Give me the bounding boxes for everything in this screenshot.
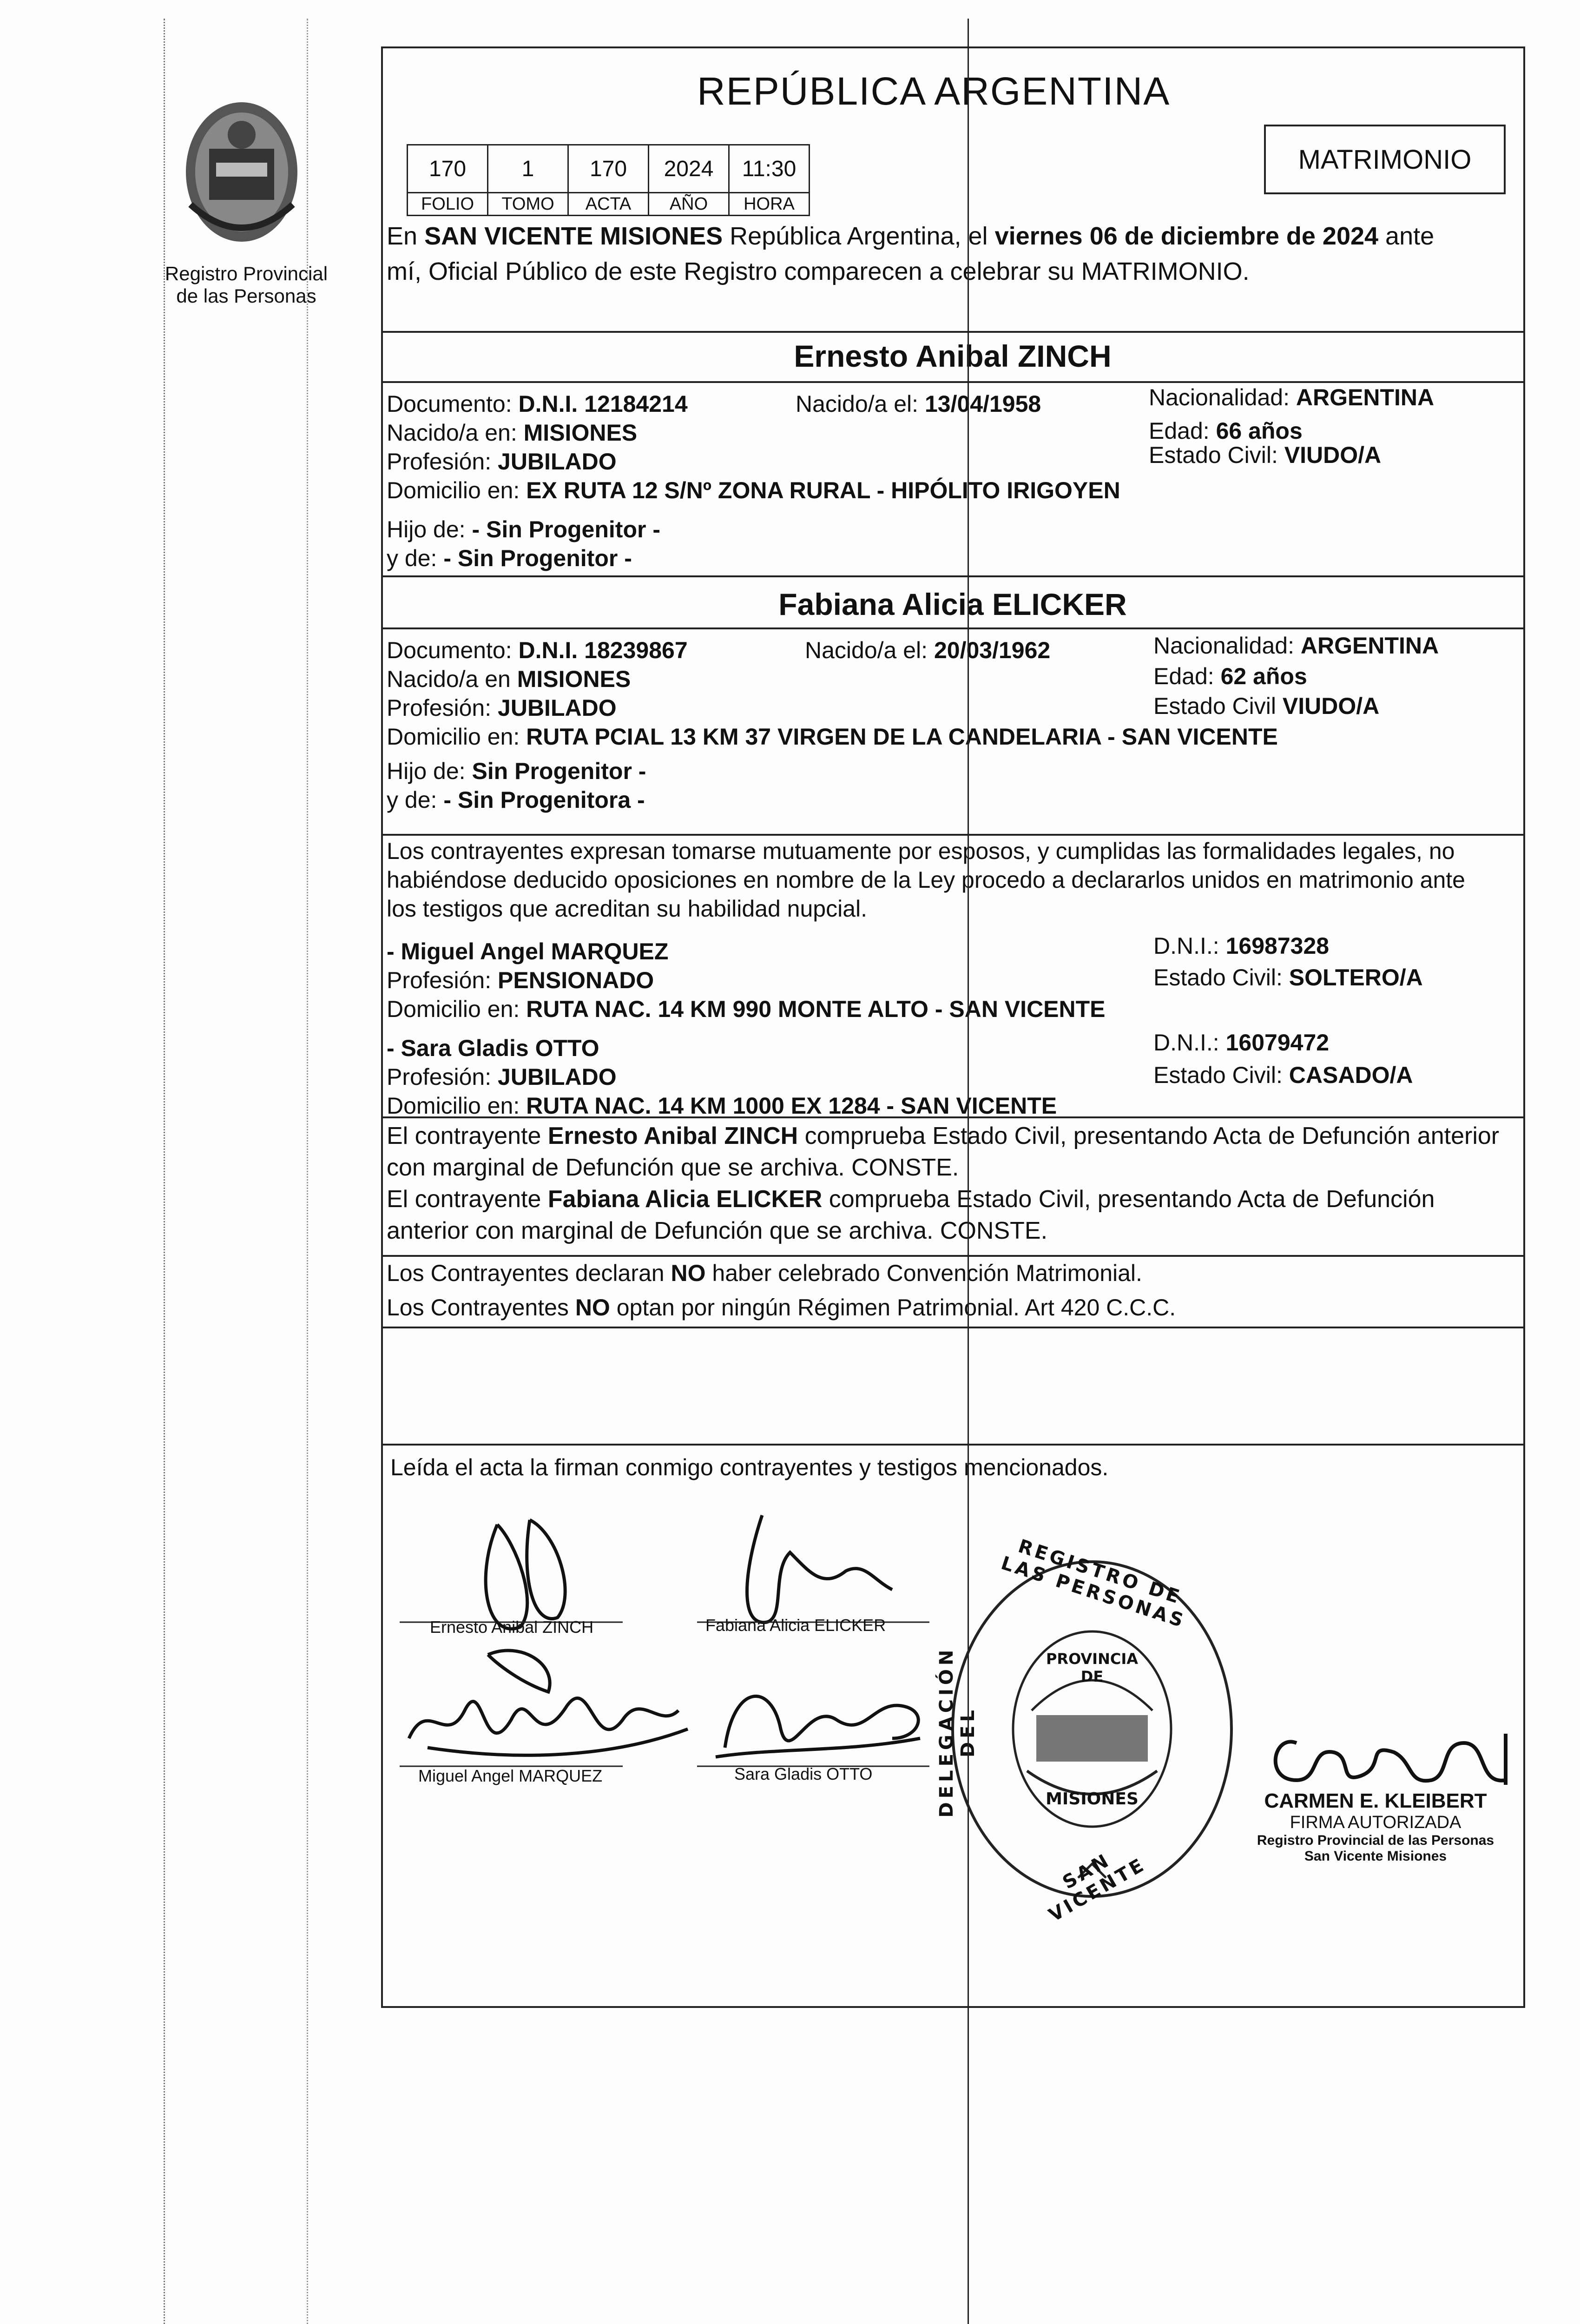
regime1-prefix: Los Contrayentes declaran <box>387 1260 665 1286</box>
left-margin-dots <box>164 19 165 2324</box>
tomo-label: TOMO <box>488 193 568 216</box>
spouse1-and-value: - Sin Progenitor - <box>443 545 632 571</box>
signature-sara-scribble <box>716 1696 920 1757</box>
delegation-stamp <box>936 1535 1241 1926</box>
hour-label: HORA <box>729 193 810 216</box>
witness1-dni-label: D.N.I.: <box>1153 933 1219 959</box>
witness2-name: - Sara Gladis OTTO <box>387 1035 599 1061</box>
regime-block <box>387 1259 1521 1322</box>
spouse2-born-value: 20/03/1962 <box>934 637 1051 663</box>
spouse2-son-of-value: Sin Progenitor - <box>472 758 646 784</box>
spouse2-and-value: - Sin Progenitora - <box>443 787 645 813</box>
spouse2-details <box>387 633 1521 814</box>
witness2-addr-label: Domicilio en: <box>387 1093 520 1119</box>
intro-place: SAN VICENTE MISIONES <box>424 222 723 250</box>
tomo-value: 1 <box>488 145 568 193</box>
regime2-text: optan por ningún Régimen Patrimonial. Art 420 C.C.C. <box>616 1294 1176 1320</box>
intro-text-3: ante <box>1378 222 1435 250</box>
spouse2-civil-value: VIUDO/A <box>1282 693 1380 719</box>
province-shield-icon <box>172 93 311 260</box>
spouse1-prof-value: JUBILADO <box>498 449 617 475</box>
reference-table <box>407 144 810 216</box>
intro-text-1: En <box>387 222 418 250</box>
officer-block <box>1227 1789 1524 1864</box>
note2-text: comprueba Estado Civil, presentando Acta de Defunción <box>829 1186 1435 1213</box>
spouse1-born-label: Nacido/a el: <box>796 391 919 417</box>
witness1-civil-value: SOLTERO/A <box>1289 964 1423 990</box>
hour-value: 11:30 <box>729 145 810 193</box>
spouse1-nat-label: Nacionalidad: <box>1149 384 1290 410</box>
spouse1-age-value: 66 años <box>1216 418 1303 444</box>
witness2-civil-label: Estado Civil: <box>1153 1062 1283 1088</box>
spouse1-birthplace-value: MISIONES <box>523 420 638 446</box>
year-label: AÑO <box>649 193 729 216</box>
province-seal-logo <box>172 93 311 260</box>
spouse2-nat-value: ARGENTINA <box>1300 633 1439 659</box>
registry-caption-line2: de las Personas <box>176 285 316 307</box>
spouse2-addr-label: Domicilio en: <box>387 724 520 750</box>
civil-status-notes <box>387 1120 1521 1247</box>
signature-label-2: Fabiana Alicia ELICKER <box>705 1616 886 1635</box>
spouse2-nat-label: Nacionalidad: <box>1153 633 1294 659</box>
witness2-prof-value: JUBILADO <box>498 1064 617 1090</box>
note1-name: Ernesto Anibal ZINCH <box>547 1122 798 1149</box>
spouse2-name: Fabiana Alicia ELICKER <box>778 587 1127 621</box>
signature-label-3: Miguel Angel MARQUEZ <box>418 1766 603 1785</box>
stamp-left-text: DELEGACIÓN DEL <box>936 1646 979 1818</box>
spouse1-doc-label: Documento: <box>387 391 512 417</box>
registry-caption <box>153 263 339 307</box>
acta-value: 170 <box>568 145 649 193</box>
regime2-no: NO <box>575 1294 610 1320</box>
witness1-prof-value: PENSIONADO <box>498 967 654 993</box>
note1-line-2: con marginal de Defunción que se archiva. CONSTE. <box>387 1154 959 1181</box>
spouse2-birthplace-value: MISIONES <box>517 666 631 692</box>
spouse1-name: Ernesto Anibal ZINCH <box>794 339 1112 373</box>
folio-label: FOLIO <box>408 193 488 216</box>
spouse2-age-value: 62 años <box>1220 663 1307 689</box>
regime1-no: NO <box>671 1260 706 1286</box>
witness1-addr-value: RUTA NAC. 14 KM 990 MONTE ALTO - SAN VICENTE <box>526 996 1106 1022</box>
spouse2-son-of-label: Hijo de: <box>387 758 466 784</box>
declaration-line-2: habiéndose deducido oposiciones en nombre de la Ley procedo a declararlos unidos en matrimonio ante <box>387 867 1465 893</box>
regime2-prefix: Los Contrayentes <box>387 1294 569 1320</box>
note1-text: comprueba Estado Civil, presentando Acta de Defunción anterior <box>804 1122 1500 1149</box>
witness2-dni-value: 16079472 <box>1225 1030 1330 1056</box>
intro-line-2: mí, Oficial Público de este Registro comparecen a celebrar su MATRIMONIO. <box>387 257 1250 285</box>
acta-label: ACTA <box>568 193 649 216</box>
spouse2-age-label: Edad: <box>1153 663 1214 689</box>
note1-prefix: El contrayente <box>387 1122 541 1149</box>
witness1-dni-value: 16987328 <box>1225 933 1330 959</box>
note2-prefix: El contrayente <box>387 1186 541 1213</box>
officer-office-1: Registro Provincial de las Personas <box>1257 1833 1494 1848</box>
act-type-label: MATRIMONIO <box>1298 144 1472 175</box>
page-title: REPÚBLICA ARGENTINA <box>697 69 1171 113</box>
stamp-inner-bottom-text: MISIONES <box>1046 1789 1139 1809</box>
spouse1-age-label: Edad: <box>1149 418 1210 444</box>
spouse2-addr-value: RUTA PCIAL 13 KM 37 VIRGEN DE LA CANDELARIA - SAN VICENTE <box>526 724 1278 750</box>
stamp-inner-top-text: PROVINCIA DE <box>1046 1650 1139 1685</box>
spouse2-prof-label: Profesión: <box>387 695 492 721</box>
spouse2-birthplace-label: Nacido/a en <box>387 666 511 692</box>
spouse1-and-label: y de: <box>387 545 437 571</box>
spouse1-son-of-value: - Sin Progenitor - <box>472 516 660 542</box>
stamp-outer-text: REGISTRO DE LAS PERSONAS <box>998 1535 1189 1632</box>
mid-margin-dots <box>307 19 308 2324</box>
stamp-bottom-text: SAN VICENTE <box>1045 1849 1150 1926</box>
declaration-line-3: los testigos que acreditan su habilidad nupcial. <box>387 896 868 922</box>
spouse1-addr-value: EX RUTA 12 S/Nº ZONA RURAL - HIPÓLITO IRIGOYEN <box>526 477 1120 503</box>
spouse2-doc-value: D.N.I. 18239867 <box>518 637 688 663</box>
spouse1-doc-value: D.N.I. 12184214 <box>518 391 688 417</box>
witness1-prof-label: Profesión: <box>387 967 492 993</box>
officer-name: CARMEN E. KLEIBERT <box>1264 1789 1487 1812</box>
spouse2-prof-value: JUBILADO <box>498 695 617 721</box>
signatures-layer <box>381 1487 985 1841</box>
officer-role: FIRMA AUTORIZADA <box>1290 1813 1462 1832</box>
spouse2-civil-label: Estado Civil <box>1153 693 1276 719</box>
witnesses-block <box>387 933 1521 1120</box>
spouse1-details <box>387 384 1521 573</box>
regime1-text: haber celebrado Convención Matrimonial. <box>712 1260 1142 1286</box>
witness2-dni-label: D.N.I.: <box>1153 1030 1219 1056</box>
declaration-line-1: Los contrayentes expresan tomarse mutuamente por esposos, y cumplidas las formalidades legales, no <box>387 838 1455 864</box>
closing-text: Leída el acta la firman conmigo contrayentes y testigos mencionados. <box>390 1454 1109 1480</box>
officer-office-2: San Vicente Misiones <box>1304 1849 1447 1864</box>
spouse1-civil-label: Estado Civil: <box>1149 442 1278 468</box>
registry-caption-line1: Registro Provincial <box>165 263 328 284</box>
spouse1-birthplace-label: Nacido/a en: <box>387 420 517 446</box>
spouse2-doc-label: Documento: <box>387 637 512 663</box>
signature-label-4: Sara Gladis OTTO <box>734 1764 873 1783</box>
spouse1-prof-label: Profesión: <box>387 449 492 475</box>
witness2-prof-label: Profesión: <box>387 1064 492 1090</box>
witness1-civil-label: Estado Civil: <box>1153 964 1283 990</box>
witness2-addr-value: RUTA NAC. 14 KM 1000 EX 1284 - SAN VICENTE <box>526 1093 1057 1119</box>
witness1-addr-label: Domicilio en: <box>387 996 520 1022</box>
note2-name: Fabiana Alicia ELICKER <box>547 1186 823 1213</box>
declaration-paragraph <box>387 837 1521 923</box>
spouse1-addr-label: Domicilio en: <box>387 477 520 503</box>
spouse2-and-label: y de: <box>387 787 437 813</box>
note2-line-2: anterior con marginal de Defunción que se archiva. CONSTE. <box>387 1217 1048 1244</box>
spouse1-nat-value: ARGENTINA <box>1296 384 1435 410</box>
spouse2-born-label: Nacido/a el: <box>805 637 928 663</box>
signature-fabiana-scribble <box>747 1515 893 1623</box>
witness2-civil-value: CASADO/A <box>1289 1062 1413 1088</box>
signature-label-1: Ernesto Anibal ZINCH <box>430 1618 594 1637</box>
signature-miguel-scribble <box>409 1698 688 1755</box>
intro-paragraph <box>387 218 1521 289</box>
intro-text-2: República Argentina, el <box>723 222 988 250</box>
scan-vertical-line <box>968 19 969 2324</box>
spouse1-son-of-label: Hijo de: <box>387 516 466 542</box>
witness1-name: - Miguel Angel MARQUEZ <box>387 938 669 964</box>
signature-ernesto-scribble <box>486 1520 565 1692</box>
stamp-seal-icon <box>943 1557 1241 1901</box>
spouse1-born-value: 13/04/1958 <box>924 391 1041 417</box>
act-type-box <box>1264 125 1506 194</box>
year-value: 2024 <box>649 145 729 193</box>
intro-date: viernes 06 de diciembre de 2024 <box>994 222 1379 250</box>
spouse1-civil-value: VIUDO/A <box>1284 442 1382 468</box>
folio-value: 170 <box>408 145 488 193</box>
